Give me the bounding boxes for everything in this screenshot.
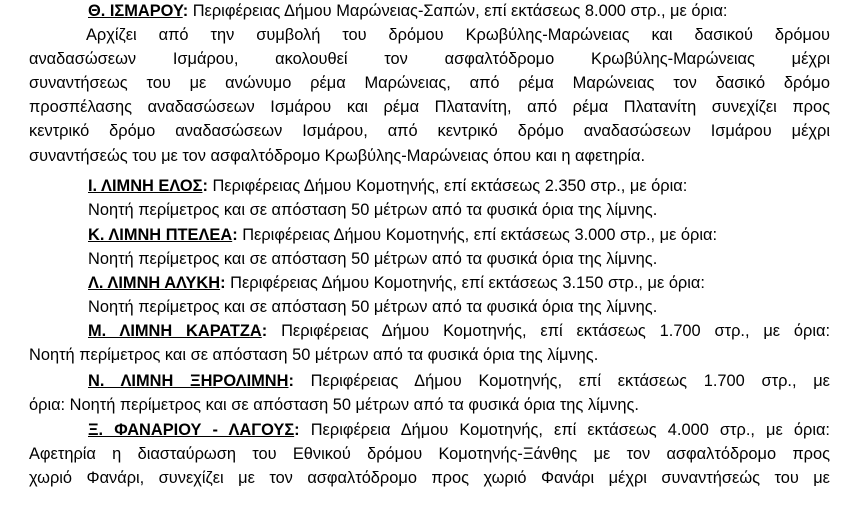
body-line: Αρχίζει από την συμβολή του δρόμου Κρωβύλης-Μαρώνειας και δασικού δρόμου [86, 26, 830, 45]
section-heading-line: Ι. ΛΙΜΝΗ ΕΛΟΣ: Περιφέρειας Δήμου Κομοτηνής, επί εκτάσεως 2.350 στρ., με όρια: [88, 177, 688, 195]
section-heading-line: Λ. ΛΙΜΝΗ ΑΛΥΚΗ: Περιφέρειας Δήμου Κομοτηνής, επί εκτάσεως 3.150 στρ., με όρια: [88, 274, 705, 292]
body-line: Νοητή περίμετρος και σε απόσταση 50 μέτρων από τα φυσικά όρια της λίμνης. [88, 298, 658, 317]
section-intro: Περιφέρειας Δήμου Κομοτηνής, επί εκτάσεως 2.350 στρ., με όρια: [207, 177, 688, 195]
section-limni-xirolimni [29, 369, 830, 417]
section-limni-ptelea [29, 223, 830, 271]
body-line: Νοητή περίμετρος και σε απόσταση 50 μέτρων από τα φυσικά όρια της λίμνης. [88, 250, 658, 269]
body-line: Νοητή περίμετρος και σε απόσταση 50 μέτρων από τα φυσικά όρια της λίμνης. [88, 201, 658, 220]
section-intro: Περιφέρειας Δήμου Μαρώνειας-Σαπών, επί εκτάσεως 8.000 στρ., με όρια: [188, 2, 728, 20]
section-intro: Περιφέρεια Δήμου Κομοτηνής, επί εκτάσεως 4.000 στρ., με όρια: [299, 421, 830, 439]
section-heading-line: Ν. ΛΙΜΝΗ ΞΗΡΟΛΙΜΝΗ: Περιφέρειας Δήμου Κομοτηνής, επί εκτάσεως 1.700 στρ., με [88, 372, 830, 390]
section-heading: Κ. ΛΙΜΝΗ ΠΤΕΛΕΑ [88, 226, 233, 244]
section-limni-elos [29, 174, 830, 222]
section-heading: Ι. ΛΙΜΝΗ ΕΛΟΣ [88, 177, 203, 195]
section-intro: Περιφέρειας Δήμου Κομοτηνής, επί εκτάσεως 1.700 στρ., με [293, 372, 830, 390]
body-line: συναντήσεως του με ανώνυμο ρέμα Μαρώνειας, από ρέμα Μαρώνειας τον δασικό δρόμο [29, 74, 830, 93]
section-intro: Περιφέρειας Δήμου Κομοτηνής, επί εκτάσεως 1.700 στρ., με όρια: [267, 322, 831, 340]
section-limni-alyki [29, 271, 830, 319]
section-heading-line: Ξ. ΦΑΝΑΡΙΟΥ - ΛΑΓΟΥΣ: Περιφέρεια Δήμου Κομοτηνής, επί εκτάσεως 4.000 στρ., με όρια: [88, 421, 830, 439]
section-heading: Θ. ΙΣΜΑΡΟΥ [88, 2, 183, 20]
body-line: αναδασώσεων Ισμάρου, ακολουθεί τον ασφαλτόδρομο Κρωβύλης-Μαρώνειας μέχρι [29, 50, 830, 69]
section-fanariou-lagous [29, 418, 830, 490]
body-line: όρια: Νοητή περίμετρος και σε απόσταση 50 μέτρων από τα φυσικά όρια της λίμνης. [29, 396, 639, 415]
section-limni-karatza [29, 319, 830, 367]
section-heading: Λ. ΛΙΜΝΗ ΑΛΥΚΗ [88, 274, 221, 292]
section-heading: Μ. ΛΙΜΝΗ ΚΑΡΑΤΖΑ [88, 322, 262, 340]
section-ismarou [29, 0, 830, 168]
body-line: συναντήσεώς του με τον ασφαλτόδρομο Κρωβύλης-Μαρώνειας όπου και η αφετηρία. [29, 146, 646, 165]
section-heading-line: Θ. ΙΣΜΑΡΟΥ: Περιφέρειας Δήμου Μαρώνειας-Σαπών, επί εκτάσεως 8.000 στρ., με όρια: [88, 2, 728, 20]
section-intro: Περιφέρειας Δήμου Κομοτηνής, επί εκτάσεως 3.150 στρ., με όρια: [225, 274, 705, 292]
section-heading: Ξ. ΦΑΝΑΡΙΟΥ - ΛΑΓΟΥΣ [88, 421, 295, 439]
section-heading-line: Κ. ΛΙΜΝΗ ΠΤΕΛΕΑ: Περιφέρειας Δήμου Κομοτηνής, επί εκτάσεως 3.000 στρ., με όρια: [88, 226, 718, 244]
body-line: χωριό Φανάρι, συνεχίζει με τον ασφαλτόδρομο προς χωριό Φανάρι μέχρι συναντήσεώς του με [29, 469, 830, 488]
section-heading-line: Μ. ΛΙΜΝΗ ΚΑΡΑΤΖΑ: Περιφέρειας Δήμου Κομοτηνής, επί εκτάσεως 1.700 στρ., με όρια: [88, 322, 831, 340]
body-line: προσπέλασης αναδασώσεων Ισμάρου και ρέμα Πλατανίτη, από ρέμα Πλατανίτη συνεχίζει προς [29, 98, 830, 117]
body-line: Αφετηρία η διασταύρωση του Εθνικού δρόμου Κομοτηνής-Ξάνθης με τον ασφαλτόδρομο προς [29, 445, 830, 464]
body-line: Νοητή περίμετρος και σε απόσταση 50 μέτρων από τα φυσικά όρια της λίμνης. [29, 346, 599, 365]
section-intro: Περιφέρειας Δήμου Κομοτηνής, επί εκτάσεως 3.000 στρ., με όρια: [237, 226, 718, 244]
body-line: κεντρικό δρόμο αναδασώσεων Ισμάρου, από κεντρικό δρόμο αναδασώσεων Ισμάρου μέχρι [29, 122, 830, 141]
section-heading: Ν. ΛΙΜΝΗ ΞΗΡΟΛΙΜΝΗ [88, 372, 289, 390]
